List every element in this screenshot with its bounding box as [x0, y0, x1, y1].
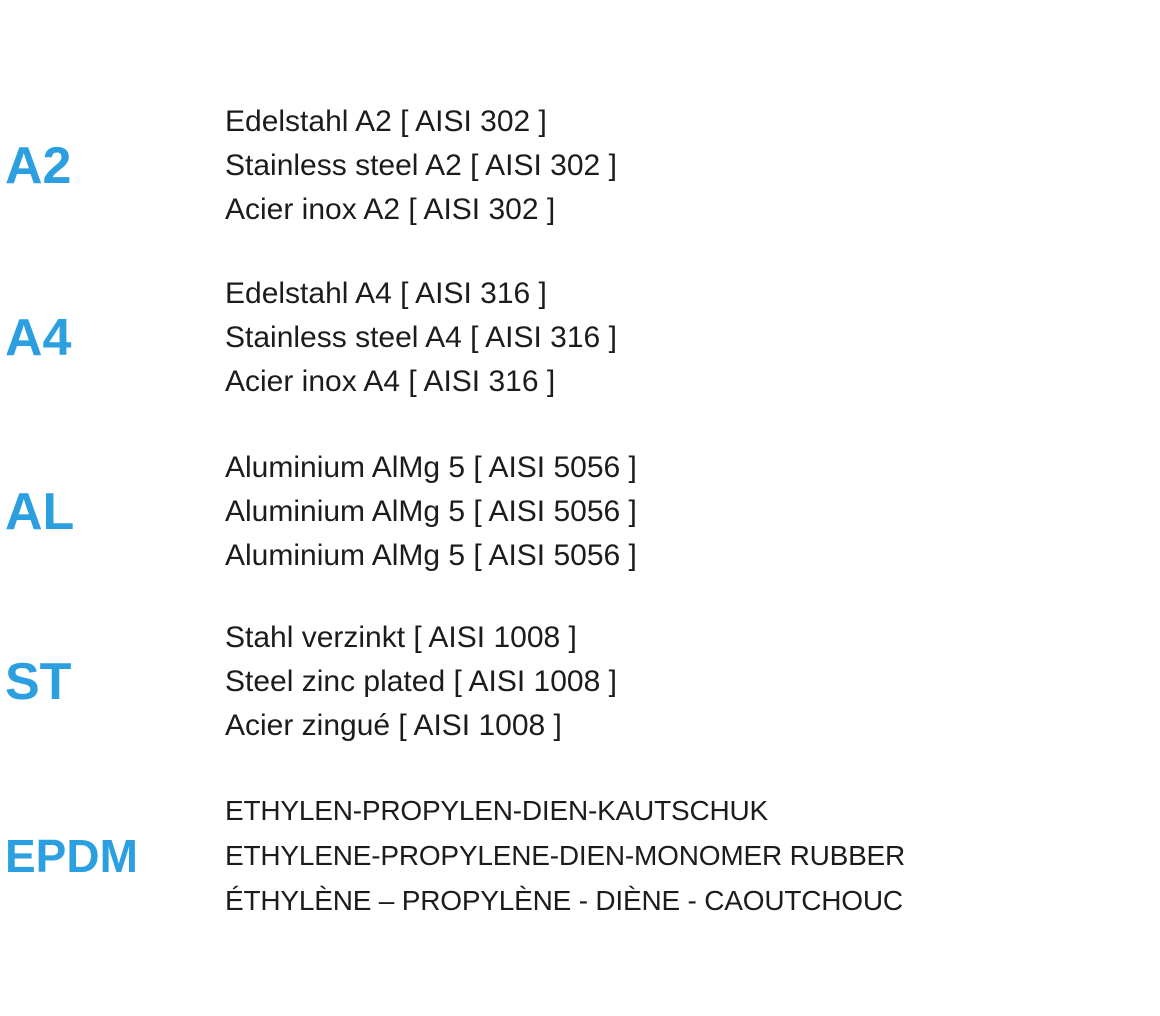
material-description-st	[225, 616, 1160, 748]
description-line-en: Stainless steel A4 [ AISI 316 ]	[225, 321, 617, 354]
description-line-fr: Acier zingué [ AISI 1008 ]	[225, 709, 562, 742]
material-code-cell	[0, 653, 225, 711]
legend-row-al	[0, 446, 1160, 578]
description-line-en: Steel zinc plated [ AISI 1008 ]	[225, 665, 617, 698]
description-line-en: Stainless steel A2 [ AISI 302 ]	[225, 149, 617, 182]
material-code-cell	[0, 309, 225, 367]
material-code-cell	[0, 137, 225, 195]
material-code-epdm: EPDM	[5, 829, 138, 882]
description-line-de: Aluminium AlMg 5 [ AISI 5056 ]	[225, 451, 637, 484]
description-line-de: Stahl verzinkt [ AISI 1008 ]	[225, 621, 577, 654]
material-code-cell	[0, 483, 225, 541]
material-code-al: AL	[5, 483, 75, 541]
material-code-a4: A4	[5, 309, 72, 367]
material-description-al	[225, 446, 1160, 578]
description-line-fr: Aluminium AlMg 5 [ AISI 5056 ]	[225, 539, 637, 572]
material-description-a2	[225, 100, 1160, 232]
legend-row-a2	[0, 100, 1160, 232]
material-code-st: ST	[5, 653, 72, 711]
description-line-de: ETHYLEN-PROPYLEN-DIEN-KAUTSCHUK	[225, 795, 768, 826]
material-code-cell	[0, 829, 225, 882]
legend-row-a4	[0, 272, 1160, 404]
description-line-fr: Acier inox A4 [ AISI 316 ]	[225, 365, 556, 398]
description-line-en: ETHYLENE-PROPYLENE-DIEN-MONOMER RUBBER	[225, 840, 906, 871]
description-line-de: Edelstahl A2 [ AISI 302 ]	[225, 105, 547, 138]
description-line-en: Aluminium AlMg 5 [ AISI 5056 ]	[225, 495, 637, 528]
legend-row-st	[0, 616, 1160, 748]
material-description-epdm	[225, 788, 1160, 923]
description-line-fr: ÉTHYLÈNE – PROPYLÈNE - DIÈNE - CAOUTCHOUC	[225, 885, 903, 916]
material-description-a4	[225, 272, 1160, 404]
legend-row-epdm	[0, 788, 1160, 923]
description-line-fr: Acier inox A2 [ AISI 302 ]	[225, 193, 556, 226]
description-line-de: Edelstahl A4 [ AISI 316 ]	[225, 277, 547, 310]
material-code-a2: A2	[5, 137, 72, 195]
